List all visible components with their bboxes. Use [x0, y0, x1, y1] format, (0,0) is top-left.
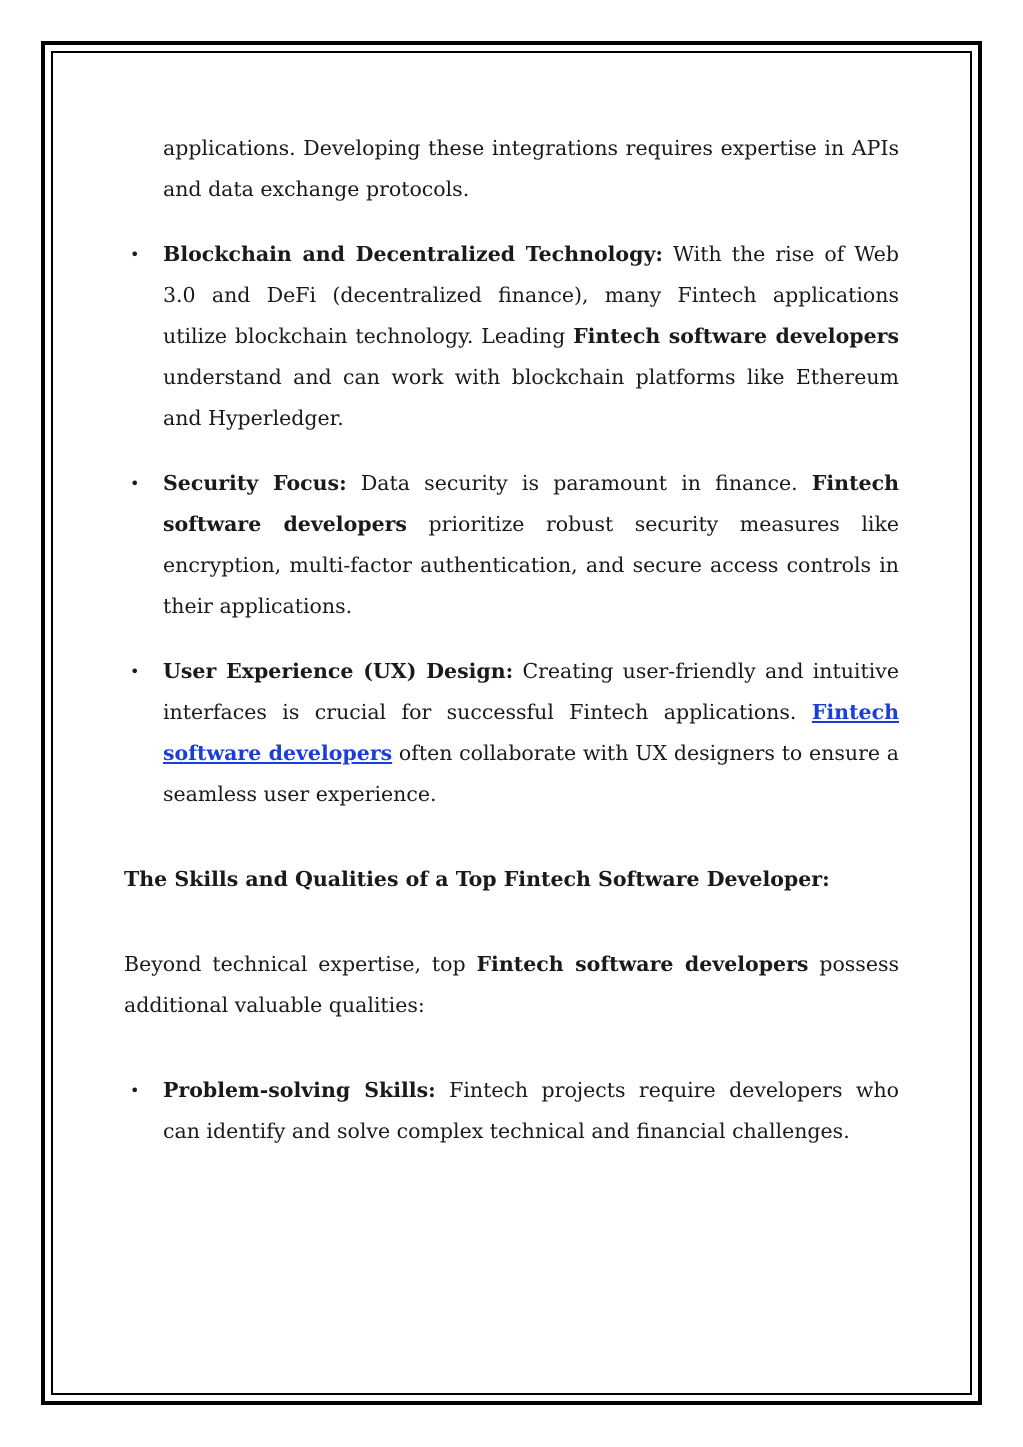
- fintech-developers-link[interactable]: Fintech software developers: [163, 700, 899, 765]
- section-paragraph: [124, 944, 899, 1026]
- list-item-text: With the rise of Web 3.0 and DeFi (decentralized finance), many Fintech applications utilize blockchain technology. Leading: [163, 242, 899, 348]
- paragraph-text: possess additional valuable qualities:: [124, 952, 899, 1017]
- list-item-text: Fintech projects require developers who can identify and solve complex technical and financial challenges.: [163, 1078, 900, 1143]
- list-item-title: Problem-solving Skills:: [163, 1078, 436, 1102]
- section-heading: The Skills and Qualities of a Top Fintech Software Developer:: [124, 867, 830, 891]
- intro-continuation: applications. Developing these integrations requires expertise in APIs and data exchange protocols.: [163, 136, 899, 201]
- list-item-bold: Fintech software developers: [573, 324, 899, 348]
- list-item-bold: Fintech software developers: [163, 471, 899, 536]
- list-item-security: [124, 463, 899, 627]
- paragraph-text: Beyond technical expertise, top: [124, 952, 477, 976]
- list-item-title: Blockchain and Decentralized Technology:: [163, 242, 663, 266]
- document-body: [124, 128, 899, 1152]
- list-item-blockchain: [124, 234, 899, 439]
- list-item-text: prioritize robust security measures like encryption, multi-factor authentication, and secure access controls in their applications.: [163, 512, 899, 618]
- list-item-text: understand and can work with blockchain platforms like Ethereum and Hyperledger.: [163, 365, 899, 430]
- list-item-problem-solving: [124, 1070, 899, 1152]
- list-item-ux-design: [124, 651, 899, 815]
- bullet-icon: •: [130, 474, 140, 493]
- list-item-text: Data security is paramount in finance.: [346, 471, 812, 495]
- list-item-text: Creating user-friendly and intuitive interfaces is crucial for successful Fintech applications.: [163, 659, 899, 724]
- list-item-text: often collaborate with UX designers to ensure a seamless user experience.: [163, 741, 899, 806]
- bullet-icon: •: [130, 662, 140, 681]
- paragraph-bold: Fintech software developers: [476, 952, 809, 976]
- list-item-title: User Experience (UX) Design:: [163, 659, 514, 683]
- bullet-icon: •: [130, 245, 140, 264]
- list-item-title: Security Focus:: [163, 471, 347, 495]
- bullet-icon: •: [130, 1081, 140, 1100]
